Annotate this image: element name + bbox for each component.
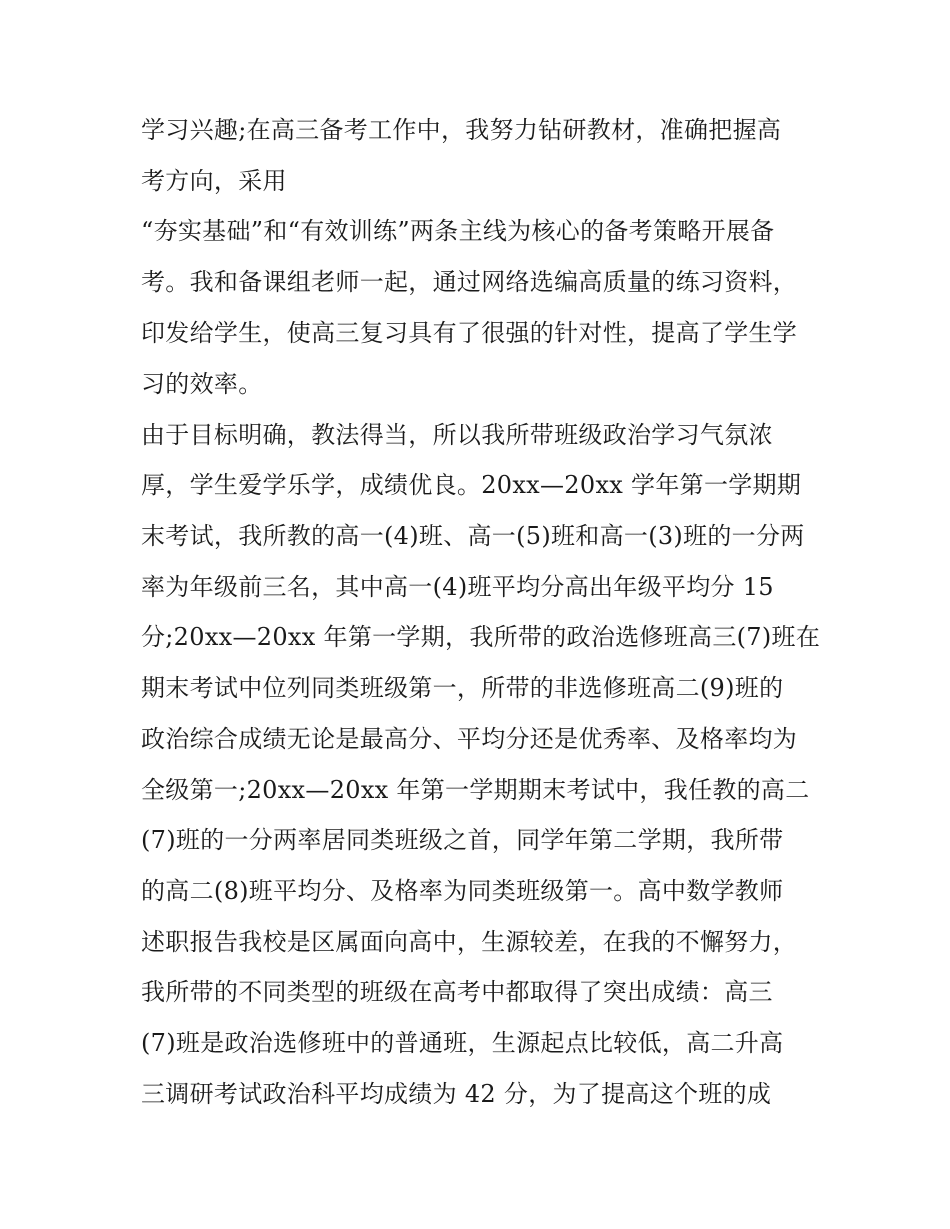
text-line: 厚，学生爱学乐学，成绩优良。20xx—20xx 学年第一学期期 xyxy=(141,471,802,499)
text-line: (7)班的一分两率居同类班级之首，同学年第二学期，我所带 xyxy=(141,826,784,854)
text-line: (7)班是政治选修班中的普通班，生源起点比较低，高二升高 xyxy=(141,1029,784,1057)
text-line: 分;20xx—20xx 年第一学期，我所带的政治选修班高三(7)班在 xyxy=(141,623,821,651)
text-line: 考方向，采用 xyxy=(141,167,287,195)
text-line: 由于目标明确，教法得当，所以我所带班级政治学习气氛浓 xyxy=(141,421,773,449)
text-line: 述职报告我校是区属面向高中，生源较差，在我的不懈努力， xyxy=(141,928,798,956)
text-line: “夯实基础”和“有效训练”两条主线为核心的备考策略开展备 xyxy=(141,217,775,245)
text-line: 末考试，我所教的高一(4)班、高一(5)班和高一(3)班的一分两 xyxy=(141,522,805,550)
text-line: 政治综合成绩无论是最高分、平均分还是优秀率、及格率均为 xyxy=(141,725,798,753)
text-line: 印发给学生，使高三复习具有了很强的针对性，提高了学生学 xyxy=(141,319,798,347)
text-line: 考。我和备课组老师一起，通过网络选编高质量的练习资料， xyxy=(141,268,798,296)
text-line: 全级第一;20xx—20xx 年第一学期期末考试中，我任教的高二 xyxy=(141,776,810,804)
text-line: 学习兴趣;在高三备考工作中，我努力钻研教材，准确把握高 xyxy=(141,116,782,144)
text-line: 的高二(8)班平均分、及格率为同类班级第一。高中数学教师 xyxy=(141,877,784,905)
text-line: 习的效率。 xyxy=(141,370,263,398)
text-line: 率为年级前三名，其中高一(4)班平均分高出年级平均分 15 xyxy=(141,573,774,601)
text-line: 三调研考试政治科平均成绩为 42 分，为了提高这个班的成 xyxy=(141,1080,772,1108)
text-line: 期末考试中位列同类班级第一，所带的非选修班高二(9)班的 xyxy=(141,674,784,702)
text-line: 我所带的不同类型的班级在高考中都取得了突出成绩：高三 xyxy=(141,978,773,1006)
